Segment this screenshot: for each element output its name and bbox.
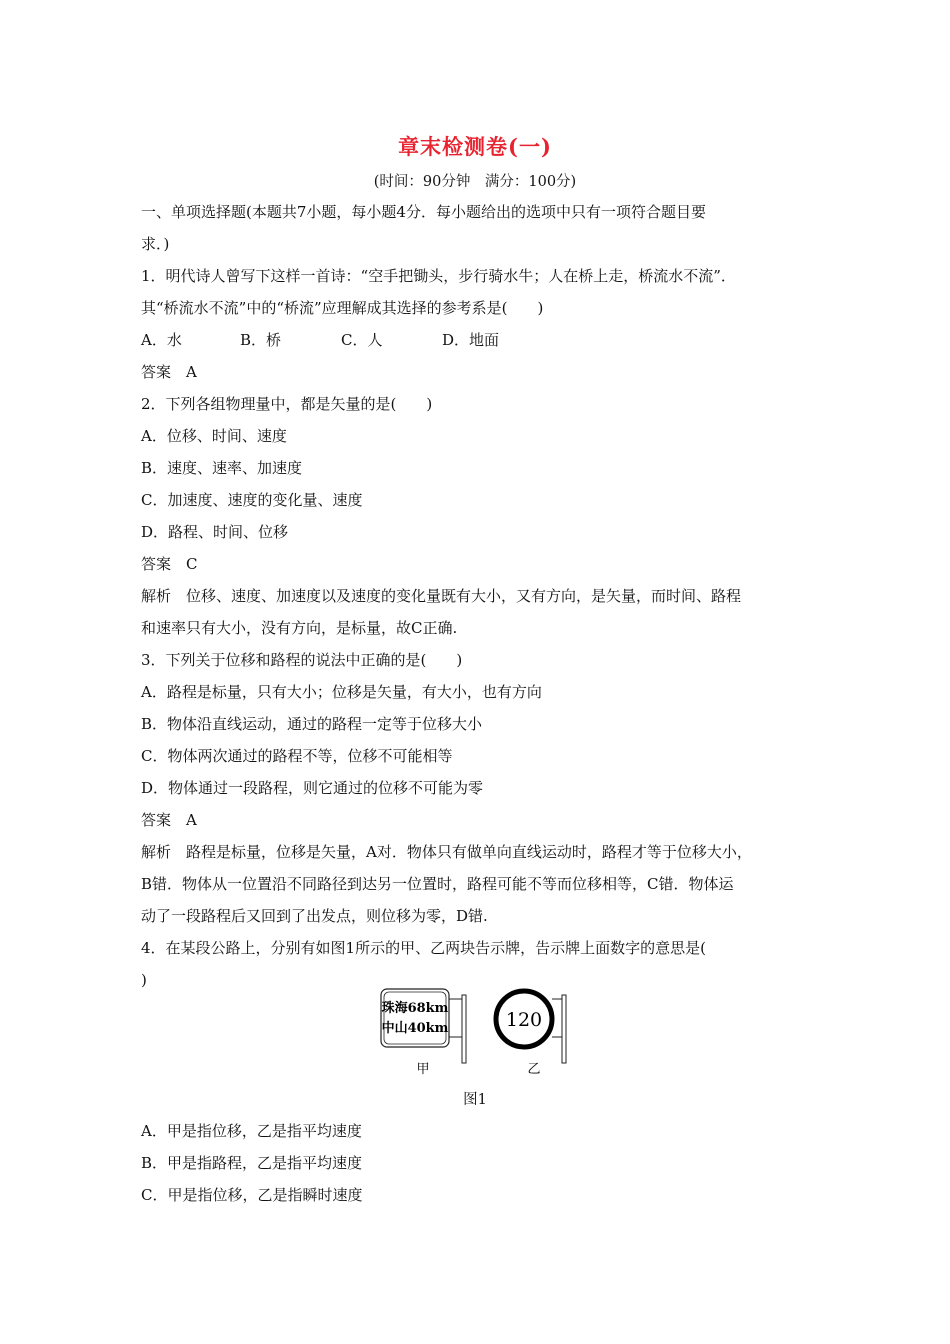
q2-option-d: D．路程、时间、位移 xyxy=(141,523,289,541)
page-title: 章末检测卷(一) xyxy=(398,134,552,159)
q3-option-b: B．物体沿直线运动，通过的路程一定等于位移大小 xyxy=(141,715,483,733)
q3-stem: 3．下列关于位移和路程的说法中正确的是( ) xyxy=(141,651,463,669)
section-heading: 一、单项选择题(本题共7小题，每小题4分．每小题给出的选项中只有一项符合题目要 xyxy=(141,203,706,221)
q1-option-a: A．水 xyxy=(141,331,182,349)
section-heading-cont: 求．) xyxy=(141,235,170,253)
q1-answer: 答案 A xyxy=(141,363,197,381)
q1-stem: 1．明代诗人曾写下这样一首诗：“空手把锄头，步行骑水牛；人在桥上走，桥流水不流”． xyxy=(141,267,736,285)
q3-option-c: C．物体两次通过的路程不等，位移不可能相等 xyxy=(141,747,453,765)
q4-option-a: A．甲是指位移，乙是指平均速度 xyxy=(141,1122,362,1140)
q2-option-b: B．速度、速率、加速度 xyxy=(141,459,303,477)
q2-analysis: 解析 位移、速度、加速度以及速度的变化量既有大小，又有方向，是矢量，而时间、路程 xyxy=(141,587,742,605)
q4-option-b: B．甲是指路程，乙是指平均速度 xyxy=(141,1154,363,1172)
figure-caption: 图1 xyxy=(463,1092,487,1108)
q2-stem: 2．下列各组物理量中，都是矢量的是( ) xyxy=(141,395,433,413)
q3-option-d: D．物体通过一段路程，则它通过的位移不可能为零 xyxy=(141,779,484,797)
q4-stem: 4．在某段公路上，分别有如图1所示的甲、乙两块告示牌，告示牌上面数字的意思是( xyxy=(141,939,706,957)
q1-options xyxy=(141,329,499,351)
sign-label-jia: 甲 xyxy=(416,1062,430,1077)
q3-option-a: A．路程是标量，只有大小；位移是矢量，有大小，也有方向 xyxy=(141,683,542,701)
distance-sign-post xyxy=(462,995,466,1063)
q2-option-a: A．位移、时间、速度 xyxy=(141,427,287,445)
q4-stem-cont: ) xyxy=(141,971,147,989)
q2-option-c: C．加速度、速度的变化量、速度 xyxy=(141,491,363,509)
road-signs-figure xyxy=(378,985,578,1080)
distance-sign-line-2: 中山40km xyxy=(381,1021,449,1036)
speed-sign-post xyxy=(562,995,566,1063)
q1-option-d: D．地面 xyxy=(442,331,500,349)
q3-analysis: 解析 路程是标量，位移是矢量，A对．物体只有做单向直线运动时，路程才等于位移大小， xyxy=(141,843,752,861)
q3-analysis-cont: B错．物体从一位置沿不同路径到达另一位置时，路程可能不等而位移相等，C错．物体运 xyxy=(141,875,734,893)
q1-option-c: C．人 xyxy=(341,331,383,349)
q2-analysis-cont: 和速率只有大小，没有方向，是标量，故C正确. xyxy=(141,619,458,637)
q1-option-b: B．桥 xyxy=(240,331,282,349)
q3-analysis-cont2: 动了一段路程后又回到了出发点，则位移为零，D错. xyxy=(141,907,488,925)
distance-sign-board xyxy=(381,989,449,1047)
q3-answer: 答案 A xyxy=(141,811,197,829)
q4-option-c: C．甲是指位移，乙是指瞬时速度 xyxy=(141,1186,363,1204)
distance-sign-line-1: 珠海68km xyxy=(381,1001,449,1016)
sign-label-yi: 乙 xyxy=(527,1062,541,1077)
speed-limit-value: 120 xyxy=(505,1009,543,1031)
q1-stem-cont: 其“桥流水不流”中的“桥流”应理解成其选择的参考系是( ) xyxy=(141,299,544,317)
page-subtitle: (时间：90分钟 满分：100分) xyxy=(373,174,577,190)
q2-answer: 答案 C xyxy=(141,555,198,573)
